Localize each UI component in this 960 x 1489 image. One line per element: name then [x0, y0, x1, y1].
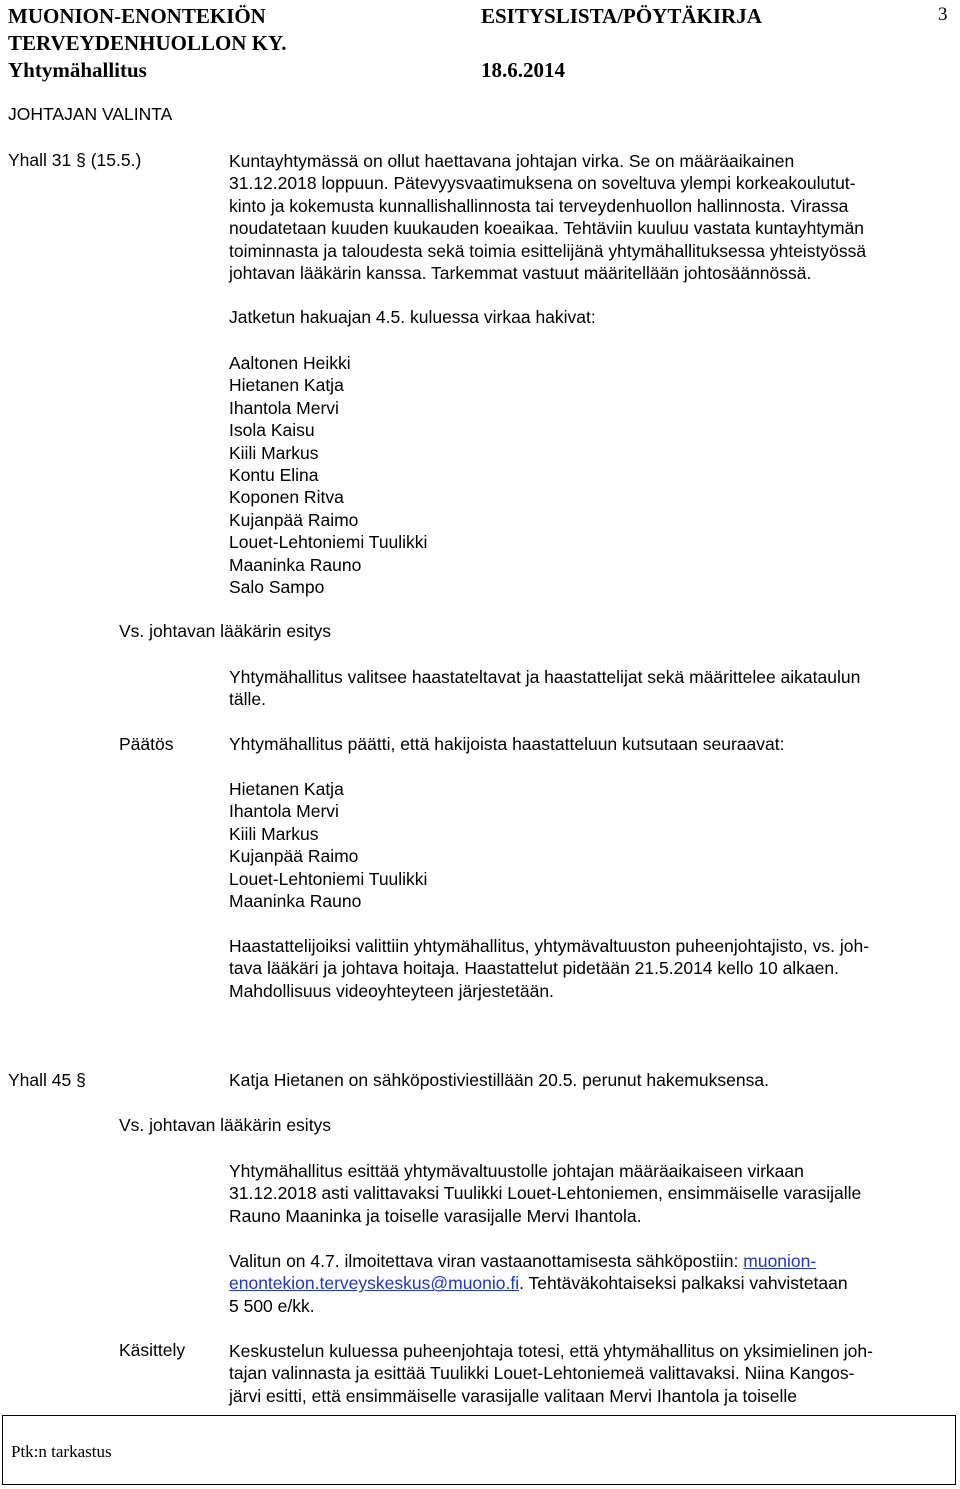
reference-number: Yhall 31 [8, 150, 72, 170]
interviewee-name: Kujanpää Raimo [229, 846, 359, 867]
withdrawal-notice: Katja Hietanen on sähköpostiviestillään 20.5. perunut hakemuksensa. [229, 1070, 769, 1090]
applicant-name: Hietanen Katja [229, 375, 344, 396]
applicant-name: Kontu Elina [229, 464, 319, 485]
org-name-line1: MUONION-ENONTEKIÖN [8, 4, 266, 28]
text-line: Yhtymähallitus esittää yhtymävaltuustolle johtajan määräaikaiseen virkaan [229, 1161, 804, 1181]
text-line: noudatetaan kuuden kuukauden koeaikaa. Tehtäviin kuuluu vastata kuntayhtymän [229, 218, 864, 239]
applicant-name: Isola Kaisu [229, 420, 315, 441]
section-sign: § [76, 150, 86, 170]
review-box [2, 1415, 956, 1485]
handling-label: Käsittely [119, 1340, 186, 1360]
text-line: kinto ja kokemusta kunnallishallinnosta tai terveydenhuollon hallinnosta. Virassa [229, 195, 849, 216]
proposal-paragraph [229, 666, 860, 711]
interviewee-name: Ihantola Mervi [229, 801, 339, 822]
elected-suffix: . Tehtäväkohtaiseksi palkaksi vahvistetaan [519, 1273, 848, 1294]
applicant-name: Salo Sampo [229, 576, 325, 597]
section-sign: § [76, 1070, 86, 1090]
applicant-name: Kiili Markus [229, 442, 319, 463]
proposal-label: Vs. johtavan lääkärin esitys [119, 621, 332, 641]
text-line: Keskustelun kuluessa puheenjohtaja totesi, että yhtymähallitus on yksimielinen joh- [229, 1341, 873, 1361]
applicant-name: Aaltonen Heikki [229, 353, 351, 373]
text-line: Kuntayhtymässä on ollut haettavana johtajan virka. Se on määräaikainen [229, 151, 795, 171]
body-name: Yhtymähallitus [8, 58, 147, 82]
applicants-heading: Jatketun hakuajan 4.5. kuluessa virkaa hakivat: [229, 307, 596, 327]
text-line: Haastattelijoiksi valittiin yhtymähallitus, yhtymävaltuuston puheenjohtajisto, vs. joh- [229, 936, 870, 956]
review-label: Ptk:n tarkastus [11, 1442, 112, 1461]
applicant-name: Maaninka Rauno [229, 554, 362, 575]
applicant-list [229, 352, 427, 598]
text-line: Rauno Maaninka ja toiselle varasijalle Mervi Ihantola. [229, 1205, 642, 1226]
interview-paragraph [229, 935, 869, 1002]
applicant-name: Ihantola Mervi [229, 397, 339, 418]
reference-date: (15.5.) [90, 150, 142, 170]
interviewee-name: Hietanen Katja [229, 779, 344, 799]
proposal-label: Vs. johtavan lääkärin esitys [119, 1115, 332, 1135]
text-line: Mahdollisuus videoyhteyteen järjestetään. [229, 980, 554, 1001]
text-line: johtavan lääkärin kanssa. Tarkemmat vastuut määritellään johtosäännössä. [229, 263, 812, 284]
email-link[interactable]: muonion- [743, 1251, 817, 1271]
elected-prefix: Valitun on 4.7. ilmoitettava viran vastaanottamisesta sähköpostiin: [229, 1251, 744, 1271]
text-line: tajan valinnasta ja esittää Tuulikki Louet-Lehtoniemeä valittavaksi. Niina Kangos- [229, 1363, 855, 1384]
salary-line: 5 500 e/kk. [229, 1295, 315, 1316]
interviewee-name: Maaninka Rauno [229, 890, 362, 911]
text-line: 31.12.2018 loppuun. Pätevyysvaatimuksena on soveltuva ylempi korkeakoulutut- [229, 173, 856, 194]
document-type: ESITYSLISTA/PÖYTÄKIRJA [481, 4, 762, 28]
decision-label: Päätös [119, 734, 174, 754]
applicant-name: Kujanpää Raimo [229, 509, 359, 530]
text-line: toiminnasta ja taloudesta sekä toimia esittelijänä yhtymähallituksessa yhteistyössä [229, 240, 867, 261]
text-line [229, 1250, 848, 1272]
elected-paragraph [229, 1250, 848, 1317]
proposal-paragraph [229, 1160, 861, 1227]
applicant-name: Louet-Lehtoniemi Tuulikki [229, 532, 428, 553]
text-line: 31.12.2018 asti valittavaksi Tuulikki Louet-Lehtoniemen, ensimmäiselle varasijalle [229, 1183, 862, 1204]
section-reference [8, 1070, 86, 1091]
text-line: tälle. [229, 689, 266, 710]
reference-number: Yhall 45 [8, 1070, 72, 1090]
document-date: 18.6.2014 [481, 58, 565, 82]
page-number: 3 [938, 4, 948, 25]
org-name-line2: TERVEYDENHUOLLON KY. [8, 31, 287, 55]
intro-paragraph [229, 150, 866, 284]
interviewee-list [229, 778, 427, 912]
text-line: järvi esitti, että ensimmäiselle varasijalle valitaan Mervi Ihantola ja toiselle [229, 1385, 798, 1406]
section-title: JOHTAJAN VALINTA [8, 104, 173, 124]
text-line: Yhtymähallitus valitsee haastateltavat ja haastattelijat sekä määrittelee aikataulun [229, 667, 861, 687]
text-line [229, 1272, 848, 1294]
applicant-name: Koponen Ritva [229, 487, 344, 508]
interviewee-name: Louet-Lehtoniemi Tuulikki [229, 868, 428, 889]
decision-text: Yhtymähallitus päätti, että hakijoista haastatteluun kutsutaan seuraavat: [229, 734, 785, 754]
interviewee-name: Kiili Markus [229, 823, 319, 844]
email-link[interactable]: enontekion.terveyskeskus@muonio.fi [229, 1273, 520, 1294]
section-reference [8, 150, 141, 171]
handling-paragraph [229, 1340, 873, 1407]
text-line: tava lääkäri ja johtava hoitaja. Haastattelut pidetään 21.5.2014 kello 10 alkaen. [229, 958, 840, 979]
